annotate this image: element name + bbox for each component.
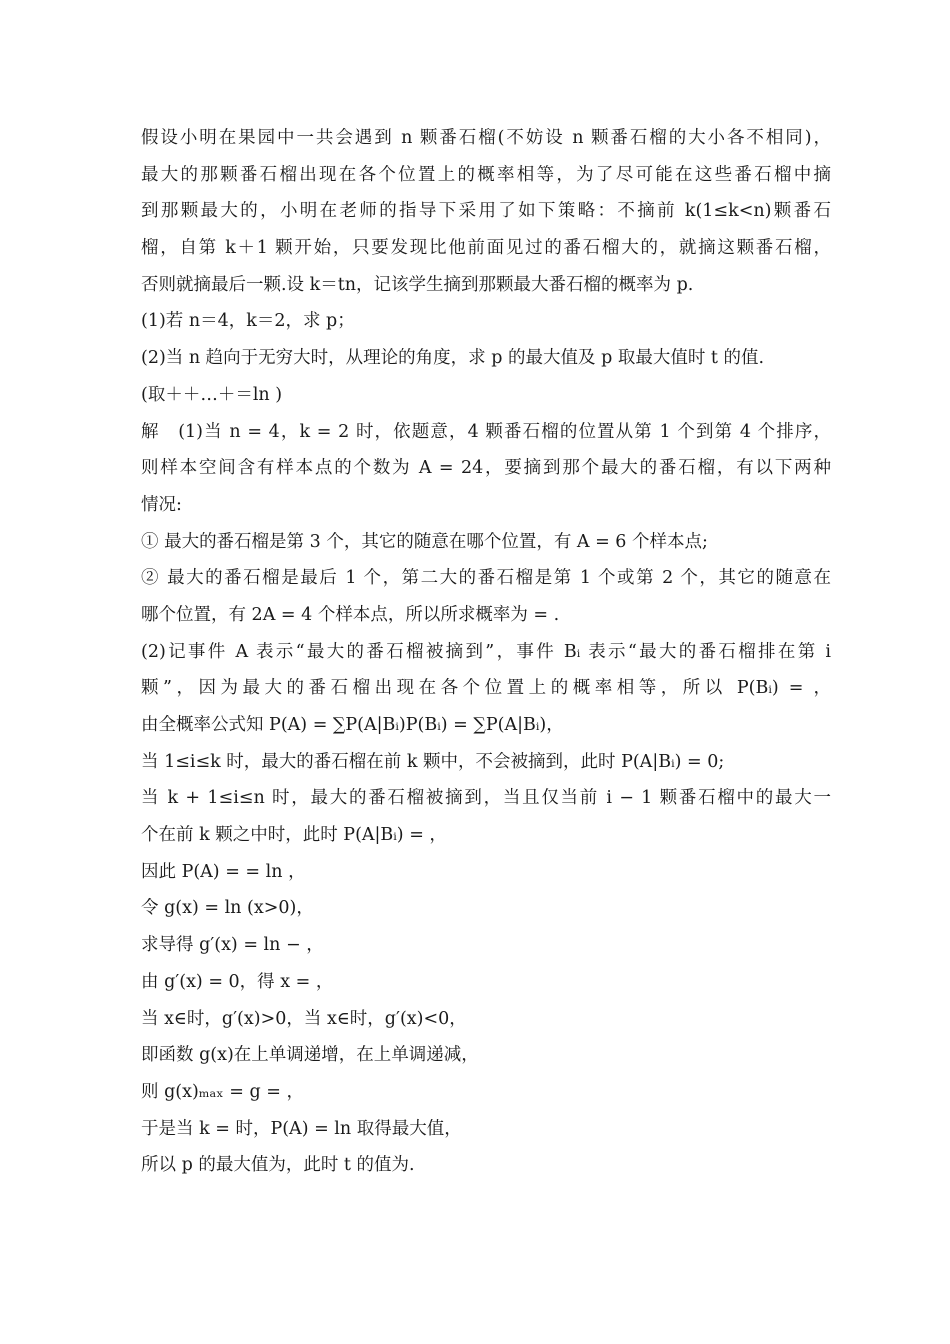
document-body [141,120,831,1184]
solution-case-i-large-b: 个在前 k 颗之中时，此时 P(A|Bᵢ) = ， [141,825,447,846]
solution-conclusion: 所以 p 的最大值为，此时 t 的值为. [141,1155,415,1176]
problem-line-5: 否则就摘最后一颗.设 k＝tn，记该学生摘到那颗最大番石榴的概率为 p. [141,274,694,295]
solution-line-3: 情况: [141,494,182,515]
solution-therefore: 因此 P(A) = = ln ， [141,861,306,882]
problem-line-2: 最大的那颗番石榴出现在各个位置上的概率相等，为了尽可能在这些番石榴中摘 [141,164,831,185]
solution-critical-point: 由 g′(x) = 0，得 x = ， [141,971,334,992]
solution-line-1: 解 (1)当 n = 4，k = 2 时，依题意，4 颗番石榴的位置从第 1 个到第 4 个排序， [141,421,831,442]
solution-case-i-large-a: 当 k + 1≤i≤n 时，最大的番石榴被摘到，当且仅当前 i − 1 颗番石榴中的最大一 [141,788,831,809]
solution-total-probability: 由全概率公式知 P(A) = ∑P(A|Bᵢ)P(Bᵢ) = ∑P(A|Bᵢ)， [141,715,564,735]
question-2: (2)当 n 趋向于无穷大时，从理论的角度，求 p 的最大值及 p 取最大值时 t 的值. [141,348,765,369]
solution-part-2-a: (2)记事件 A 表示“最大的番石榴被摘到”，事件 Bᵢ 表示“最大的番石榴排在第 i [141,641,831,662]
solution-derivative: 求导得 g′(x) = ln − ， [141,935,324,956]
solution-monotonic: 即函数 g(x)在上单调递增，在上单调递减， [141,1045,479,1066]
solution-case-i-small: 当 1≤i≤k 时，最大的番石榴在前 k 颗中，不会被摘到，此时 P(A|Bᵢ) = 0; [141,751,725,772]
solution-case-1: ① 最大的番石榴是第 3 个，其它的随意在哪个位置，有 A = 6 个样本点; [141,531,708,552]
question-2-hint: (取＋＋…＋＝ln ) [141,384,283,405]
solution-max: 则 g(x)ₘₐₓ = g = ， [141,1081,304,1102]
solution-define-g: 令 g(x) = ln (x>0)， [141,898,314,919]
solution-case-2-a: ② 最大的番石榴是最后 1 个，第二大的番石榴是第 1 个或第 2 个，其它的随意在 [141,568,831,589]
solution-part-2-b: 颗”，因为最大的番石榴出现在各个位置上的概率相等，所以 P(Bᵢ) = ， [141,678,831,699]
problem-line-4: 榴，自第 k＋1 颗开始，只要发现比他前面见过的番石榴大的，就摘这颗番石榴， [141,238,831,259]
solution-line-2: 则样本空间含有样本点的个数为 A = 24，要摘到那个最大的番石榴，有以下两种 [141,458,831,479]
problem-line-3: 到那颗最大的，小明在老师的指导下采用了如下策略：不摘前 k(1≤k<n)颗番石 [141,201,831,222]
problem-line-1: 假设小明在果园中一共会遇到 n 颗番石榴(不妨设 n 颗番石榴的大小各不相同)， [141,128,831,148]
solution-k-value: 于是当 k = 时，P(A) = ln 取得最大值， [141,1118,462,1139]
solution-case-2-b: 哪个位置，有 2A = 4 个样本点，所以所求概率为 = . [141,604,560,625]
solution-sign: 当 x∈时，g′(x)>0，当 x∈时，g′(x)<0， [141,1008,467,1029]
question-1: (1)若 n＝4，k＝2，求 p； [141,311,355,332]
